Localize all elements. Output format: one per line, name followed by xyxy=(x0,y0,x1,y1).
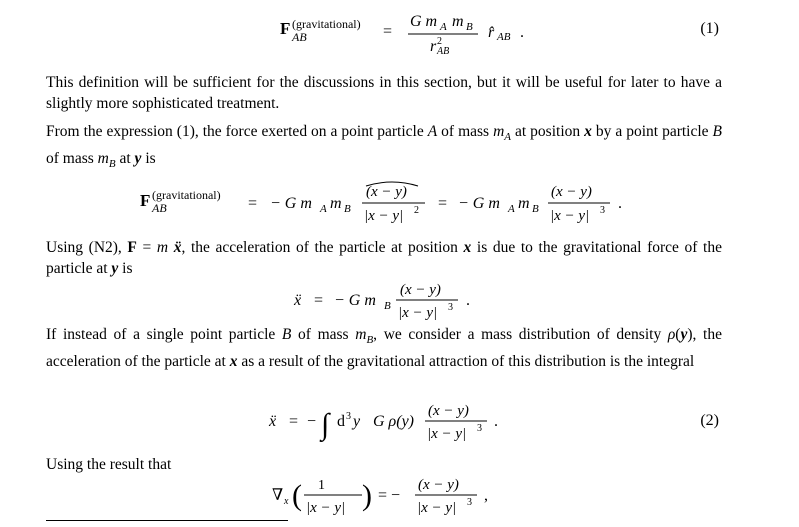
svg-text:G ρ(y): G ρ(y) xyxy=(373,413,414,430)
svg-text:∇: ∇ xyxy=(272,487,284,504)
svg-text:A: A xyxy=(440,21,447,33)
svg-text:3: 3 xyxy=(346,411,351,422)
svg-text:(x − y): (x − y) xyxy=(400,282,441,298)
svg-text:AB: AB xyxy=(437,46,450,56)
svg-text:AB: AB xyxy=(152,201,167,215)
equation-2-svg xyxy=(265,396,525,446)
svg-text:=: = xyxy=(383,23,393,40)
svg-text:AB: AB xyxy=(497,31,511,43)
paragraph-4: If instead of a single point particle B of mass $m_B$, we consider a mass distribution of density ρ(y), the acceleration of the particle at x as a result of the gravitational attraction of this distribution is the integral xyxy=(46,326,722,371)
svg-text:3: 3 xyxy=(600,205,605,216)
equation-1 xyxy=(270,4,570,56)
svg-text:=: = xyxy=(438,195,448,212)
svg-text:2: 2 xyxy=(437,36,442,47)
svg-text:2: 2 xyxy=(414,205,419,216)
svg-text:(x − y): (x − y) xyxy=(551,184,592,200)
svg-text:m: m xyxy=(518,195,530,212)
svg-text:A: A xyxy=(508,203,515,215)
svg-text:m: m xyxy=(330,195,342,212)
svg-text:ẍ: ẍ xyxy=(269,413,277,430)
svg-text:|x − y|: |x − y| xyxy=(550,208,590,224)
equation-acceleration-svg xyxy=(290,278,490,324)
footnote-rule xyxy=(46,520,288,521)
svg-text:): ) xyxy=(362,479,372,512)
svg-text:− G m: − G m xyxy=(334,292,376,309)
svg-text:(gravitational): (gravitational) xyxy=(292,17,361,31)
equation-2-number: (2) xyxy=(700,412,719,429)
paragraph-3: Using (N2), F = m ẍ, the acceleration of the particle at position x is due to the gravitational force of the particle at y is xyxy=(46,239,722,277)
equation-acceleration xyxy=(290,278,490,324)
svg-text:.: . xyxy=(466,292,470,309)
equation-1-svg xyxy=(270,4,570,56)
svg-text:|x − y|: |x − y| xyxy=(398,305,438,321)
paragraph-5: Using the result that xyxy=(46,456,172,473)
svg-text:∫: ∫ xyxy=(321,408,330,441)
svg-text:(: ( xyxy=(292,479,302,512)
svg-text:r̂: r̂ xyxy=(488,24,495,41)
svg-text:=: = xyxy=(289,413,299,430)
svg-text:(x − y): (x − y) xyxy=(428,403,469,419)
svg-text:F: F xyxy=(140,191,151,210)
svg-text:− G m: − G m xyxy=(458,195,500,212)
svg-text:|x − y|: |x − y| xyxy=(306,500,346,516)
svg-text:3: 3 xyxy=(477,423,482,434)
svg-text:=: = xyxy=(248,195,258,212)
svg-text:B: B xyxy=(384,300,391,312)
svg-text:B: B xyxy=(532,203,539,215)
svg-text:(gravitational): (gravitational) xyxy=(152,188,221,202)
equation-1-number: (1) xyxy=(700,20,719,37)
svg-text:m: m xyxy=(452,13,464,30)
svg-text:=: = xyxy=(314,292,324,309)
svg-text:r: r xyxy=(430,38,437,55)
svg-text:= −: = − xyxy=(378,487,401,504)
svg-text:B: B xyxy=(466,21,473,33)
paragraph-1: This definition will be sufficient for the discussions in this section, but it will be useful for later to have a slightly more sophisticated treatment. xyxy=(46,74,722,112)
svg-text:AB: AB xyxy=(292,30,307,44)
svg-text:1: 1 xyxy=(318,478,325,493)
svg-text:ẍ: ẍ xyxy=(294,292,302,309)
equation-gradient-svg xyxy=(270,470,510,522)
svg-text:d: d xyxy=(337,413,345,430)
svg-text:x: x xyxy=(284,496,289,507)
svg-text:B: B xyxy=(344,203,351,215)
svg-text:,: , xyxy=(484,487,488,504)
svg-text:|x − y|: |x − y| xyxy=(364,208,404,224)
equation-force-svg xyxy=(140,176,660,226)
svg-text:|x − y|: |x − y| xyxy=(427,426,467,442)
svg-text:G m: G m xyxy=(410,13,438,30)
svg-text:.: . xyxy=(494,413,498,430)
equation-gradient xyxy=(270,470,510,522)
equation-force xyxy=(140,176,660,226)
svg-text:F: F xyxy=(280,19,291,38)
svg-text:y: y xyxy=(353,413,361,430)
svg-text:.: . xyxy=(618,195,622,212)
svg-text:A: A xyxy=(320,203,327,215)
svg-text:.: . xyxy=(520,24,524,41)
svg-text:(x − y): (x − y) xyxy=(366,184,407,200)
svg-text:(x − y): (x − y) xyxy=(418,477,459,493)
equation-2 xyxy=(265,396,525,446)
svg-text:|x − y|: |x − y| xyxy=(417,500,457,516)
svg-text:−: − xyxy=(307,413,317,430)
svg-text:3: 3 xyxy=(448,302,453,313)
paragraph-2: From the expression (1), the force exerted on a point particle A of mass $m_A$ at position x by a point particle B of mass $m_B$ at y is xyxy=(46,123,722,171)
svg-text:− G m: − G m xyxy=(270,195,312,212)
svg-text:3: 3 xyxy=(467,497,472,508)
